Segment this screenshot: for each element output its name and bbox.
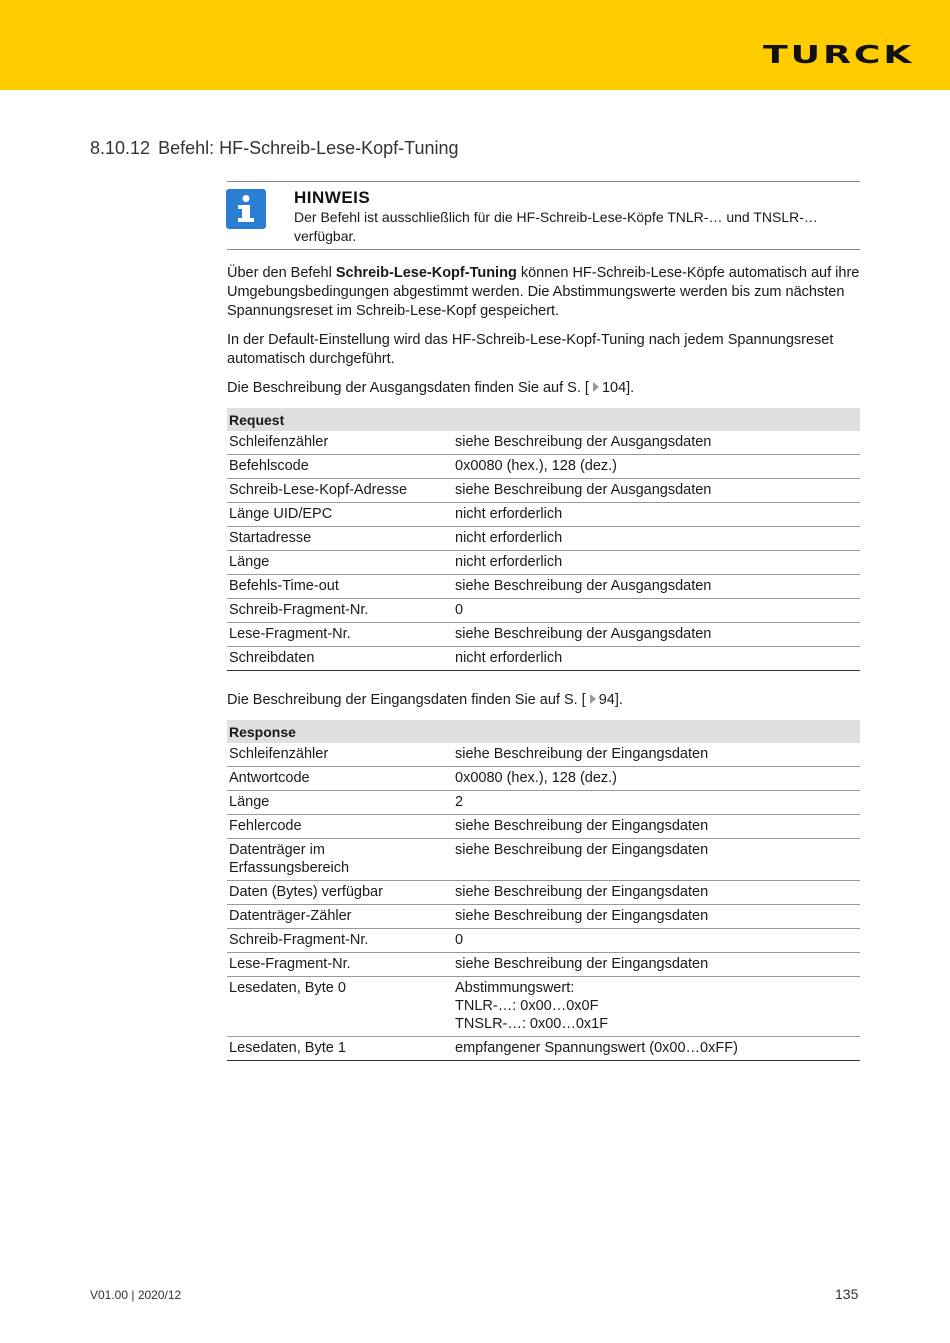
parameter-cell: Länge (227, 551, 453, 575)
parameter-cell: Schreib-Fragment-Nr. (227, 599, 453, 623)
value-cell: siehe Beschreibung der Eingangsdaten (453, 839, 860, 881)
parameter-cell: Länge UID/EPC (227, 503, 453, 527)
parameter-cell: Startadresse (227, 527, 453, 551)
notice-top-rule (227, 181, 860, 182)
parameter-cell: Länge (227, 791, 453, 815)
value-cell: nicht erforderlich (453, 551, 860, 575)
response-table (227, 720, 860, 1061)
parameter-cell: Schleifenzähler (227, 431, 453, 455)
value-cell: nicht erforderlich (453, 647, 860, 671)
notice-title: HINWEIS (294, 188, 371, 207)
page-link-arrow-icon[interactable] (593, 382, 599, 392)
parameter-cell: Befehls-Time-out (227, 575, 453, 599)
section-heading (90, 138, 459, 159)
table-row (227, 479, 860, 503)
reference-text: Die Beschreibung der Ausgangsdaten finden Sie auf S. [ (227, 380, 589, 396)
table-row (227, 599, 860, 623)
parameter-cell: Schreib-Fragment-Nr. (227, 929, 453, 953)
table-row (227, 431, 860, 455)
value-cell: 0 (453, 599, 860, 623)
value-cell: siehe Beschreibung der Eingangsdaten (453, 881, 860, 905)
intro-text: Über den Befehl (227, 265, 336, 281)
table-row (227, 905, 860, 929)
section-title: Befehl: HF-Schreib-Lese-Kopf-Tuning (158, 138, 459, 158)
parameter-cell: Datenträger im Erfassungsbereich (227, 839, 453, 881)
value-cell: empfangener Spannungswert (0x00…0xFF) (453, 1037, 860, 1061)
parameter-cell: Befehlscode (227, 455, 453, 479)
intro-paragraph-1 (227, 264, 860, 321)
input-data-reference (227, 691, 860, 710)
table-row (227, 815, 860, 839)
table-row (227, 953, 860, 977)
table-row (227, 977, 860, 1037)
value-cell: nicht erforderlich (453, 503, 860, 527)
table-row (227, 1037, 860, 1061)
parameter-cell: Daten (Bytes) verfügbar (227, 881, 453, 905)
page-link[interactable]: 94 (598, 692, 615, 708)
output-data-reference (227, 379, 860, 398)
table-row (227, 623, 860, 647)
value-cell: siehe Beschreibung der Eingangsdaten (453, 743, 860, 767)
response-header: Response (227, 720, 860, 743)
table-row (227, 527, 860, 551)
parameter-cell: Fehlercode (227, 815, 453, 839)
value-cell: 0x0080 (hex.), 128 (dez.) (453, 767, 860, 791)
reference-text: Die Beschreibung der Eingangsdaten finden Sie auf S. [ (227, 692, 586, 708)
notice-box (227, 181, 860, 249)
table-row (227, 455, 860, 479)
parameter-cell: Datenträger-Zähler (227, 905, 453, 929)
value-cell: siehe Beschreibung der Eingangsdaten (453, 815, 860, 839)
footer-version: V01.00 | 2020/12 (90, 1288, 182, 1302)
intro-text: können HF-Schreib-Lese-Köpfe automatisch auf ihre Umgebungsbedingungen abgestimmt werden. Die Abstimmungswerte werden bis zum nächsten Spannungsreset im Schreib-Lese-Kopf gespeichert. (227, 265, 860, 319)
parameter-cell: Lesedaten, Byte 0 (227, 977, 453, 1037)
value-cell: 0 (453, 929, 860, 953)
notice-text: Der Befehl ist ausschließlich für die HF-Schreib-Lese-Köpfe TNLR-… und TNSLR-… verfügbar. (294, 209, 818, 244)
table-row (227, 647, 860, 671)
value-cell: siehe Beschreibung der Ausgangsdaten (453, 431, 860, 455)
table-row (227, 791, 860, 815)
header-band (0, 0, 950, 90)
request-header: Request (227, 408, 860, 431)
table-row (227, 929, 860, 953)
reference-text: ]. (626, 380, 635, 396)
page-link[interactable]: 104 (601, 380, 627, 396)
value-cell: 0x0080 (hex.), 128 (dez.) (453, 455, 860, 479)
intro-paragraph-2: In der Default-Einstellung wird das HF-Schreib-Lese-Kopf-Tuning nach jedem Spannungsreset automatisch durchgeführt. (227, 332, 834, 367)
table-row (227, 743, 860, 767)
notice-bottom-rule (227, 249, 860, 250)
parameter-cell: Lesedaten, Byte 1 (227, 1037, 453, 1061)
parameter-cell: Schleifenzähler (227, 743, 453, 767)
table-row (227, 575, 860, 599)
table-row (227, 503, 860, 527)
page-number: 135 (835, 1286, 859, 1302)
value-cell: 2 (453, 791, 860, 815)
value-cell: siehe Beschreibung der Eingangsdaten (453, 953, 860, 977)
parameter-cell: Lese-Fragment-Nr. (227, 953, 453, 977)
value-cell: siehe Beschreibung der Ausgangsdaten (453, 575, 860, 599)
value-cell: nicht erforderlich (453, 527, 860, 551)
command-name: Schreib-Lese-Kopf-Tuning (335, 265, 517, 281)
reference-text: ]. (614, 692, 623, 708)
table-row (227, 839, 860, 881)
parameter-cell: Lese-Fragment-Nr. (227, 623, 453, 647)
value-cell: siehe Beschreibung der Eingangsdaten (453, 905, 860, 929)
parameter-cell: Antwortcode (227, 767, 453, 791)
info-icon (226, 189, 266, 229)
parameter-cell: Schreib-Lese-Kopf-Adresse (227, 479, 453, 503)
request-table (227, 408, 860, 671)
page-link-arrow-icon[interactable] (590, 694, 596, 704)
value-cell: Abstimmungswert: TNLR-…: 0x00…0x0F TNSLR-…: 0x00…0x1F (453, 977, 860, 1037)
value-cell: siehe Beschreibung der Ausgangsdaten (453, 479, 860, 503)
section-number: 8.10.12 (90, 138, 151, 158)
table-row (227, 881, 860, 905)
value-cell: siehe Beschreibung der Ausgangsdaten (453, 623, 860, 647)
table-row (227, 551, 860, 575)
parameter-cell: Schreibdaten (227, 647, 453, 671)
table-row (227, 767, 860, 791)
turck-logo: TURCK (762, 40, 914, 69)
